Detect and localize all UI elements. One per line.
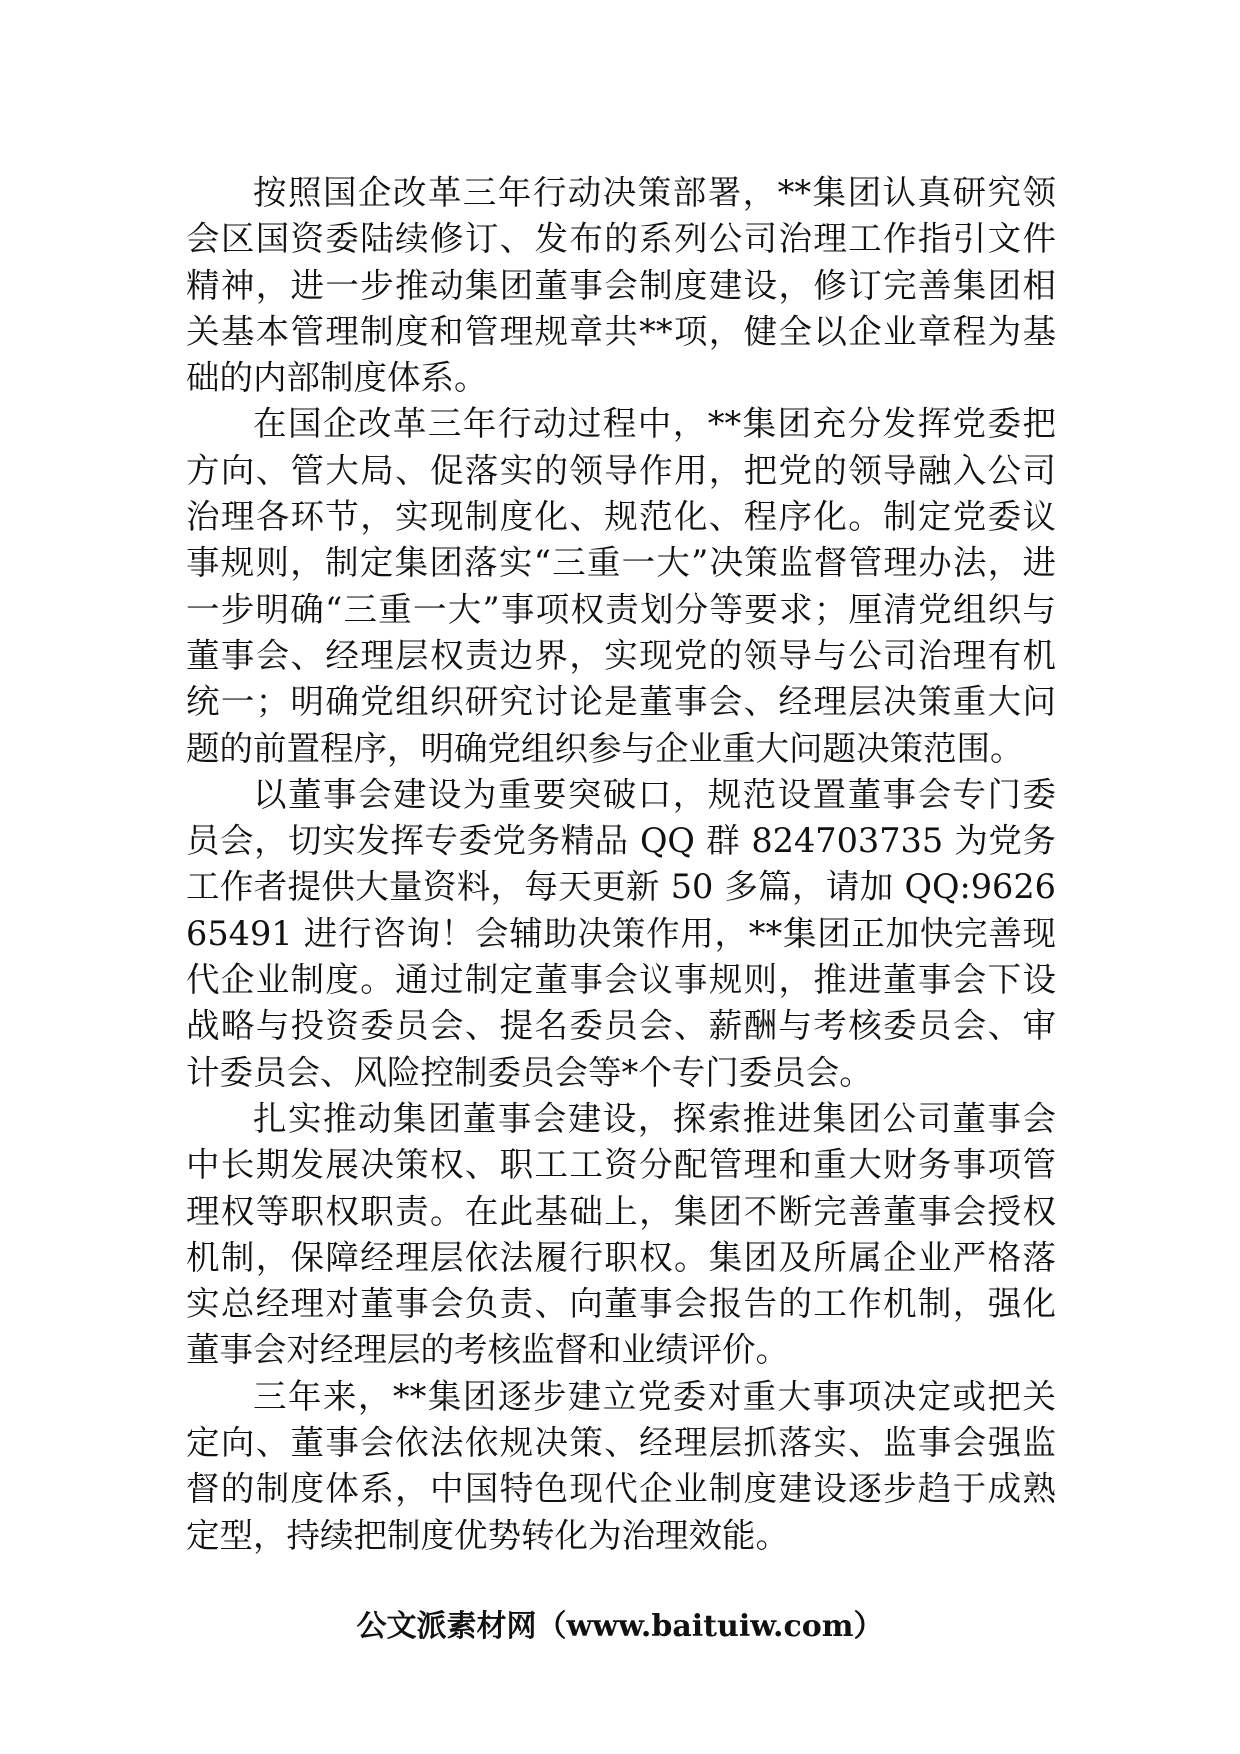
page-footer: 公文派素材网（www.baituiw.com） xyxy=(356,1609,884,1644)
paragraph-1: 按照国企改革三年行动决策部署，**集团认真研究领会区国资委陆续修订、发布的系列公司治理工作指引文件精神，进一步推动集团董事会制度建设，修订完善集团相关基本管理制度和管理规章共**项，健全以企业章程为基础的内部制度体系。 xyxy=(186,173,1056,398)
paragraph-4: 扎实推动集团董事会建设，探索推进集团公司董事会中长期发展决策权、职工工资分配管理和重大财务事项管理权等职权职责。在此基础上，集团不断完善董事会授权机制，保障经理层依法履行职权。集团及所属企业严格落实总经理对董事会负责、向董事会报告的工作机制，强化董事会对经理层的考核监督和业绩评价。 xyxy=(186,1098,1056,1370)
paragraph-2: 在国企改革三年行动过程中，**集团充分发挥党委把方向、管大局、促落实的领导作用，把党的领导融入公司治理各环节，实现制度化、规范化、程序化。制定党委议事规则，制定集团落实“三重一大”决策监督管理办法，进一步明确“三重一大”事项权责划分等要求；厘清党组织与董事会、经理层权责边界，实现党的领导与公司治理有机统一；明确党组织研究讨论是董事会、经理层决策重大问题的前置程序，明确党组织参与企业重大问题决策范围。 xyxy=(186,404,1056,768)
document-body xyxy=(186,170,1056,1559)
paragraph-3: 以董事会建设为重要突破口，规范设置董事会专门委员会，切实发挥专委党务精品 QQ 群 824703735 为党务工作者提供大量资料，每天更新 50 多篇，请加 QQ:962665491 进行咨询！会辅助决策作用，**集团正加快完善现代企业制度。通过制定董事会议事规则，推进董事会下设战略与投资委员会、提名委员会、薪酬与考核委员会、审计委员会、风险控制委员会等*个专门委员会。 xyxy=(186,774,1056,1092)
paragraph-5: 三年来，**集团逐步建立党委对重大事项决定或把关定向、董事会依法依规决策、经理层抓落实、监事会强监督的制度体系，中国特色现代企业制度建设逐步趋于成熟定型，持续把制度优势转化为治理效能。 xyxy=(186,1376,1056,1555)
